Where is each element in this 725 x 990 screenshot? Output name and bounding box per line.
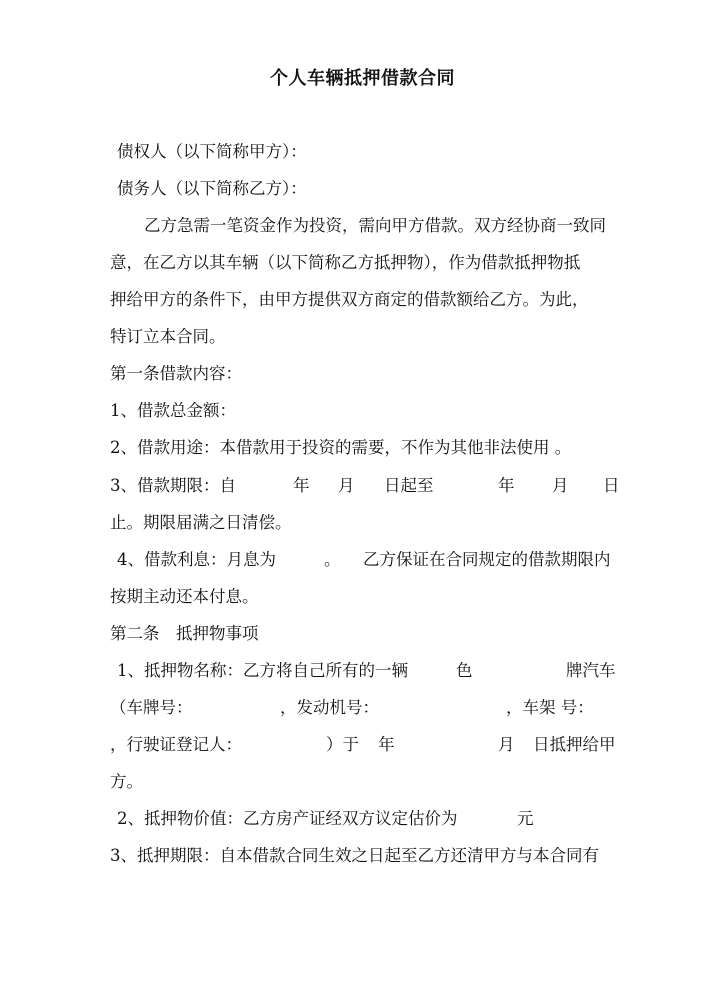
term-from-year-label: 年 (293, 476, 310, 495)
article1-item3 (110, 475, 630, 497)
document-title: 个人车辆抵押借款合同 (270, 68, 455, 89)
article2-item1-line4: 方。 (110, 772, 143, 791)
collateral-value-unit: 元 (517, 809, 534, 828)
article2-item1 (117, 660, 622, 682)
article2-heading: 第二条 抵押物事项 (110, 624, 259, 643)
interest-period: 。 (324, 550, 341, 569)
article1-heading: 第一条借款内容： (110, 364, 242, 383)
creditor-line: 债权人（以下简称甲方）： (117, 142, 307, 161)
article1-item4-cont: 按期主动还本付息。 (110, 587, 259, 606)
registrant-label: ，行驶证登记人： (110, 735, 242, 754)
term-from-day-label: 日起至 (384, 476, 434, 495)
term-to-month-label: 月 (552, 476, 569, 495)
intro-line-1: 乙方急需一笔资金作为投资，需向甲方借款。双方经协商一致同 (144, 216, 606, 235)
intro-line-2: 意，在乙方以其车辆（以下简称乙方抵押物），作为借款抵押物抵 (110, 253, 581, 272)
article2-item1-line2 (110, 697, 622, 719)
frame-number-label: ，车架 号： (506, 698, 594, 717)
article2-item1-line3 (110, 734, 622, 756)
engine-number-label: ，发动机号： (280, 698, 379, 717)
interest-label: 4、借款利息：月息为 (117, 550, 276, 569)
interest-guarantee: 乙方保证在合同规定的借款期限内 (363, 550, 611, 569)
term-to-day-label: 日 (603, 476, 620, 495)
intro-line-3: 押给甲方的条件下，由甲方提供双方商定的借款额给乙方。为此， (110, 290, 589, 309)
article2-item2 (117, 808, 567, 830)
collateral-value-label: 2、抵押物价值：乙方房产证经双方议定估价为 (117, 809, 458, 828)
term-from-month-label: 月 (338, 476, 355, 495)
article1-item1: 1、借款总金额： (110, 401, 236, 420)
article2-item3: 3、抵押期限：自本借款合同生效之日起至乙方还清甲方与本合同有 (110, 846, 599, 865)
pledge-year-label: 年 (378, 735, 395, 754)
debtor-line: 债务人（以下简称乙方）： (117, 179, 307, 198)
article1-item3-cont: 止。期限届满之日清偿。 (110, 513, 292, 532)
term-from-label: 3、借款期限：自 (110, 476, 236, 495)
collateral-brand-label: 牌汽车 (566, 661, 616, 680)
collateral-color-label: 色 (456, 661, 473, 680)
intro-line-4: 特订立本合同。 (110, 327, 226, 346)
plate-number-label: （车牌号： (110, 698, 193, 717)
article1-item4 (117, 549, 622, 571)
collateral-name-label: 1、抵押物名称：乙方将自己所有的一辆 (117, 661, 408, 680)
pledge-day-label: 日抵押给甲 (533, 735, 616, 754)
term-to-year-label: 年 (498, 476, 515, 495)
article1-item2: 2、借款用途：本借款用于投资的需要，不作为其他非法使用 。 (110, 438, 572, 457)
pledge-month-label: 月 (498, 735, 515, 754)
pledge-date-label: ）于 (326, 735, 359, 754)
